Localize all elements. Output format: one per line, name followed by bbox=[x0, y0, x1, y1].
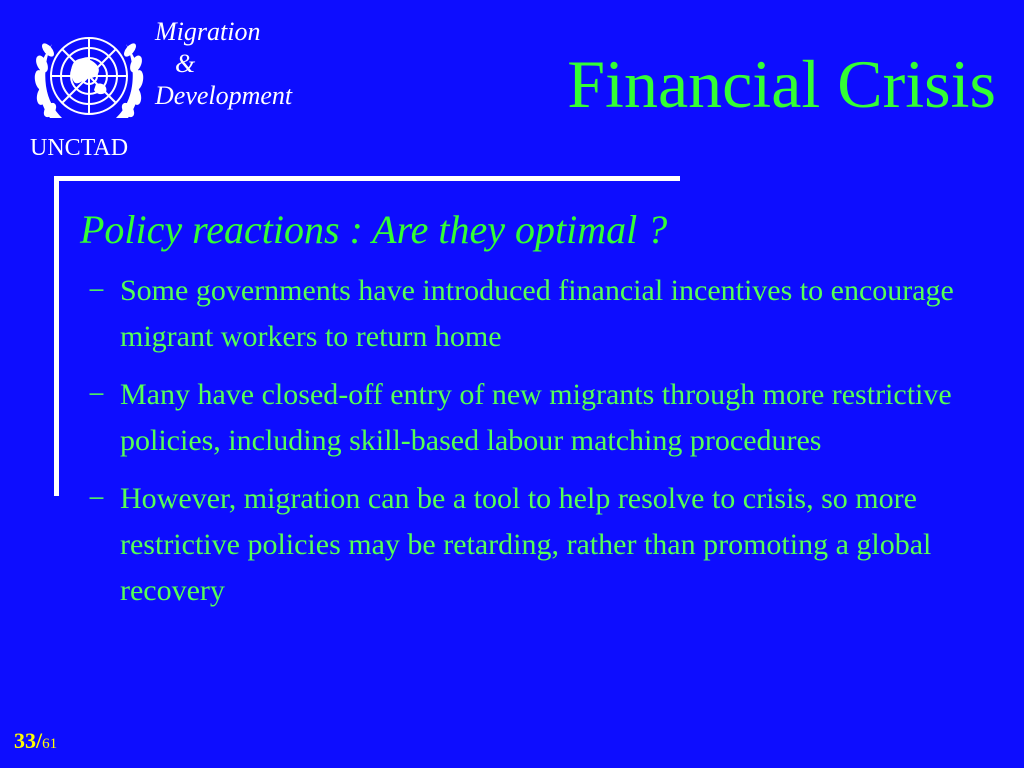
bullet-dash: − bbox=[88, 274, 105, 307]
bullet-dash: − bbox=[88, 378, 105, 411]
bullet-text: Some governments have introduced financial incentives to encourage migrant workers to return home bbox=[120, 274, 954, 353]
topic-label bbox=[155, 16, 292, 112]
bullet-item bbox=[88, 372, 1018, 464]
page-current: 33/ bbox=[14, 728, 43, 753]
slide-title: Financial Crisis bbox=[567, 46, 996, 122]
topic-line-migration: Migration bbox=[155, 17, 261, 46]
bullet-text: However, migration can be a tool to help resolve to crisis, so more restrictive policies may be retarding, rather than promoting a global recovery bbox=[120, 482, 932, 607]
bullet-list bbox=[88, 268, 1018, 626]
bracket-left-line bbox=[54, 176, 59, 496]
topic-line-development: Development bbox=[155, 81, 293, 110]
page-number bbox=[14, 728, 57, 757]
topic-line-ampersand: & bbox=[175, 49, 196, 78]
bullet-text: Many have closed-off entry of new migrants through more restrictive policies, including skill-based labour matching procedures bbox=[120, 378, 952, 457]
bullet-item bbox=[88, 476, 1018, 614]
slide-subtitle: Policy reactions : Are they optimal ? bbox=[80, 207, 668, 252]
page-total: 61 bbox=[42, 736, 58, 752]
bullet-dash: − bbox=[88, 482, 105, 515]
un-emblem-icon bbox=[30, 22, 148, 134]
bullet-item bbox=[88, 268, 1018, 360]
org-label: UNCTAD bbox=[30, 135, 129, 161]
bracket-top-line bbox=[54, 176, 680, 181]
